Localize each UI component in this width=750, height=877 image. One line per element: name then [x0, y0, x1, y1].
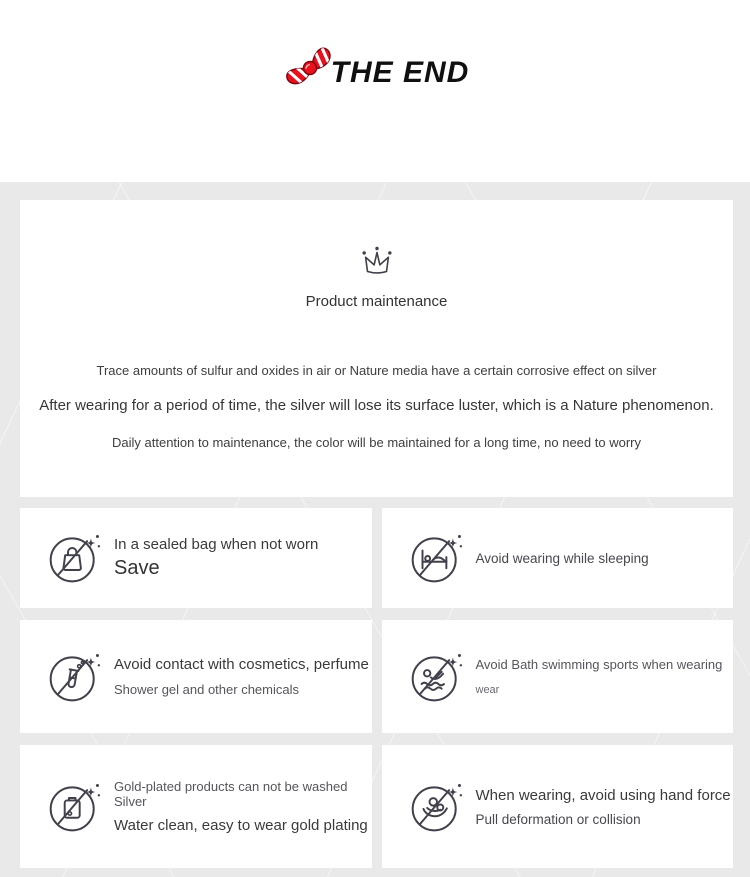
maintenance-line-3: Daily attention to maintenance, the color will be maintained for a long time, no need to worry	[112, 435, 641, 450]
tip-line-2: Save	[114, 557, 160, 579]
no-cosmetics-icon	[46, 649, 104, 705]
maintenance-line-1: Trace amounts of sulfur and oxides in air or Nature media have a certain corrosive effect on silver	[96, 363, 657, 378]
tip-card-no-sleeping	[382, 508, 734, 608]
the-end-section	[0, 0, 750, 182]
tip-card-no-swimming	[382, 620, 734, 733]
tip-card-no-pulling	[382, 745, 734, 868]
tips-grid	[20, 508, 733, 868]
sealed-bag-icon	[46, 530, 104, 586]
the-end-title: THE END	[330, 56, 470, 89]
tip-line-1: Avoid contact with cosmetics, perfume	[114, 656, 369, 673]
tip-line-2: Water clean, easy to wear gold plating	[114, 817, 368, 834]
no-sleep-icon	[408, 530, 466, 586]
tip-line-1: Avoid Bath swimming sports when wearing	[475, 657, 723, 672]
tip-line-1: Gold-plated products can not be washed Silver	[114, 779, 348, 809]
the-end-header	[0, 0, 750, 100]
care-instructions-section	[0, 182, 750, 877]
tip-card-sealed-bag	[20, 508, 372, 608]
tip-line-2: wear	[475, 684, 500, 696]
tip-card-no-cosmetics	[20, 620, 372, 733]
tip-line-1: In a sealed bag when not worn	[114, 536, 319, 553]
tip-card-no-washing	[20, 745, 372, 868]
maintenance-title: Product maintenance	[305, 293, 448, 310]
crown-icon	[358, 244, 396, 280]
tip-line-2: Shower gel and other chemicals	[114, 682, 299, 697]
no-pulling-icon	[408, 779, 466, 835]
maintenance-card	[20, 200, 733, 497]
maintenance-line-2: After wearing for a period of time, the silver will lose its surface luster, which is a Nature phenomenon.	[39, 397, 714, 414]
tip-line-2: Pull deformation or collision	[475, 811, 641, 827]
tip-line-1: When wearing, avoid using hand force	[475, 786, 731, 804]
tip-line-1: Avoid wearing while sleeping	[475, 550, 649, 566]
no-swimming-icon	[408, 649, 466, 705]
no-washing-icon	[46, 779, 104, 835]
red-bow-icon	[281, 41, 339, 95]
